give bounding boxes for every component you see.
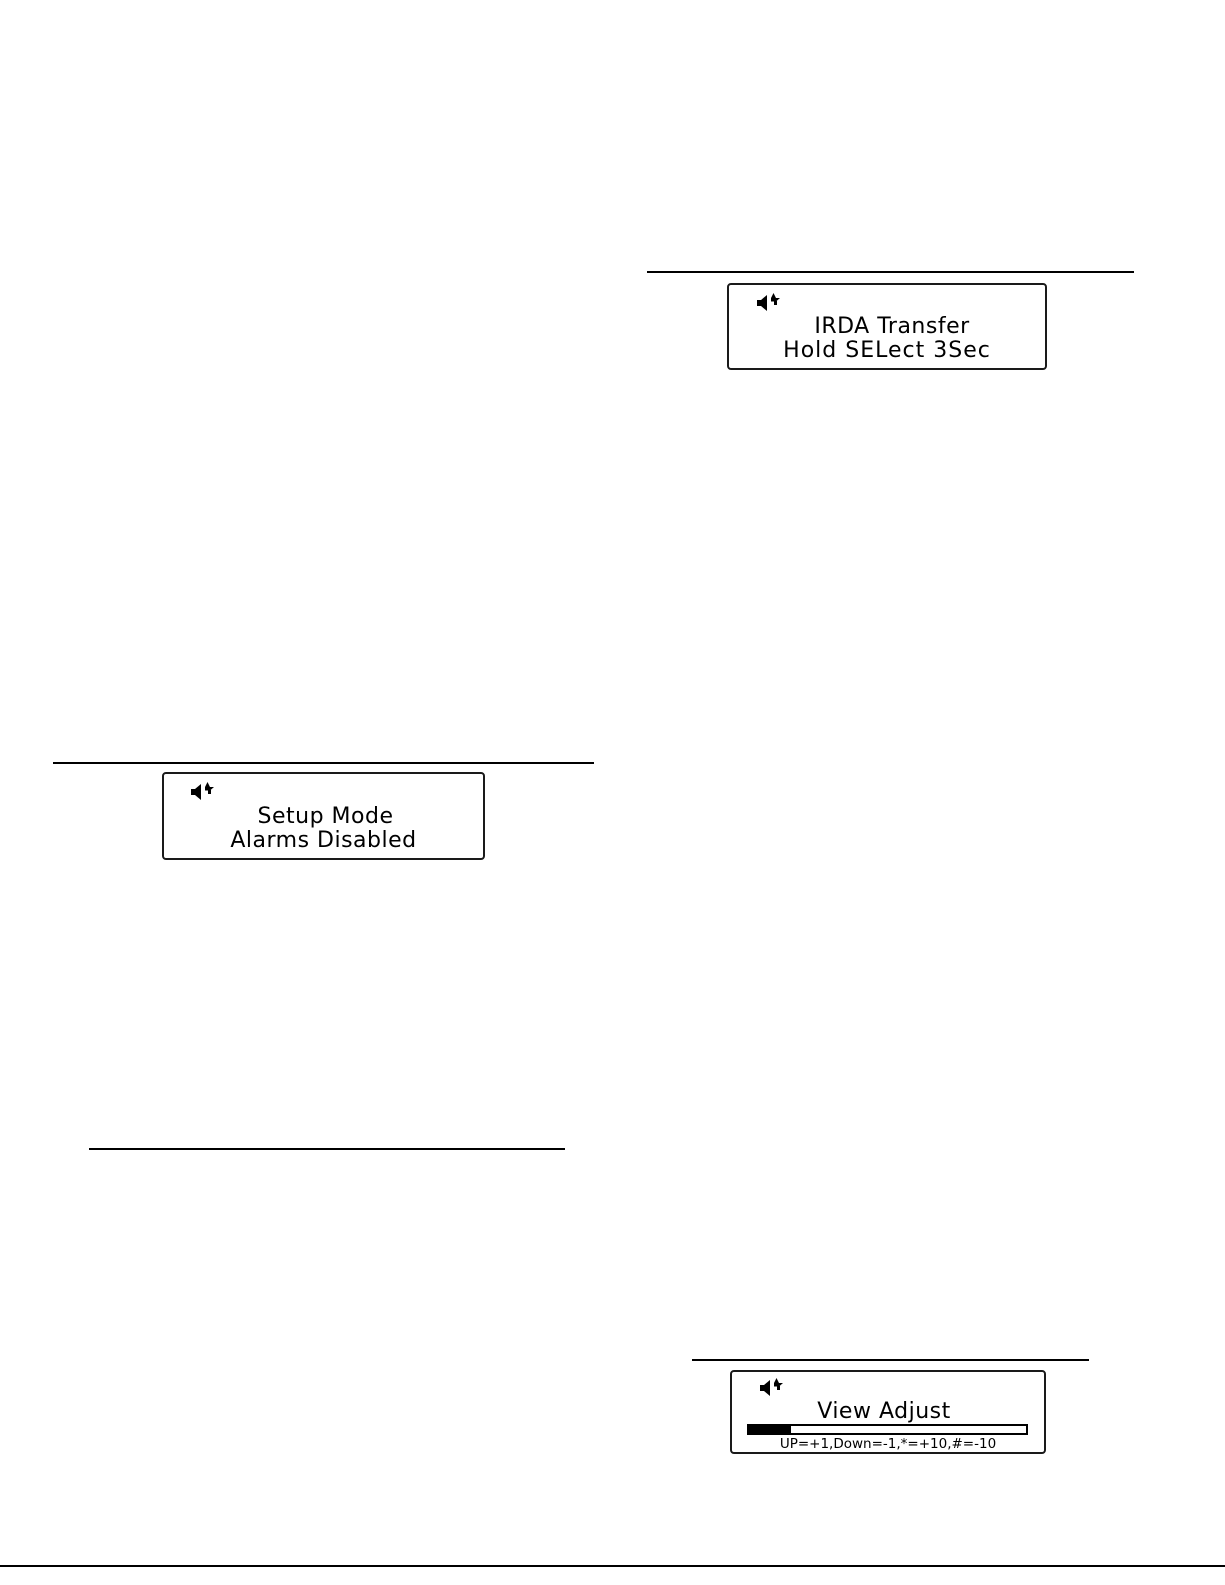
lcd-display-irda-transfer	[727, 283, 1047, 370]
level-bar-fill	[749, 1426, 791, 1433]
lcd-line-1: View Adjust	[817, 1399, 951, 1424]
section-rule-view-adjust	[692, 1359, 1089, 1361]
lcd-line-2: Hold SELect 3Sec	[783, 338, 991, 363]
section-rule-irda	[647, 271, 1134, 273]
section-rule-blank	[89, 1148, 565, 1150]
speaker-alarm-icon	[756, 293, 780, 313]
lcd-line-1: IRDA Transfer	[814, 314, 970, 339]
lcd-line-2: Alarms Disabled	[230, 828, 417, 853]
lcd-line-1: Setup Mode	[257, 804, 394, 829]
key-hint-text: UP=+1,Down=-1,*=+10,#=-10	[779, 1436, 997, 1452]
speaker-alarm-icon	[759, 1378, 783, 1398]
speaker-alarm-icon	[190, 782, 214, 802]
section-rule-setup	[53, 762, 594, 764]
lcd-display-setup-mode	[162, 772, 485, 860]
lcd-display-view-adjust	[730, 1370, 1046, 1454]
level-bar	[747, 1424, 1028, 1435]
page-bottom-rule	[0, 1565, 1225, 1567]
